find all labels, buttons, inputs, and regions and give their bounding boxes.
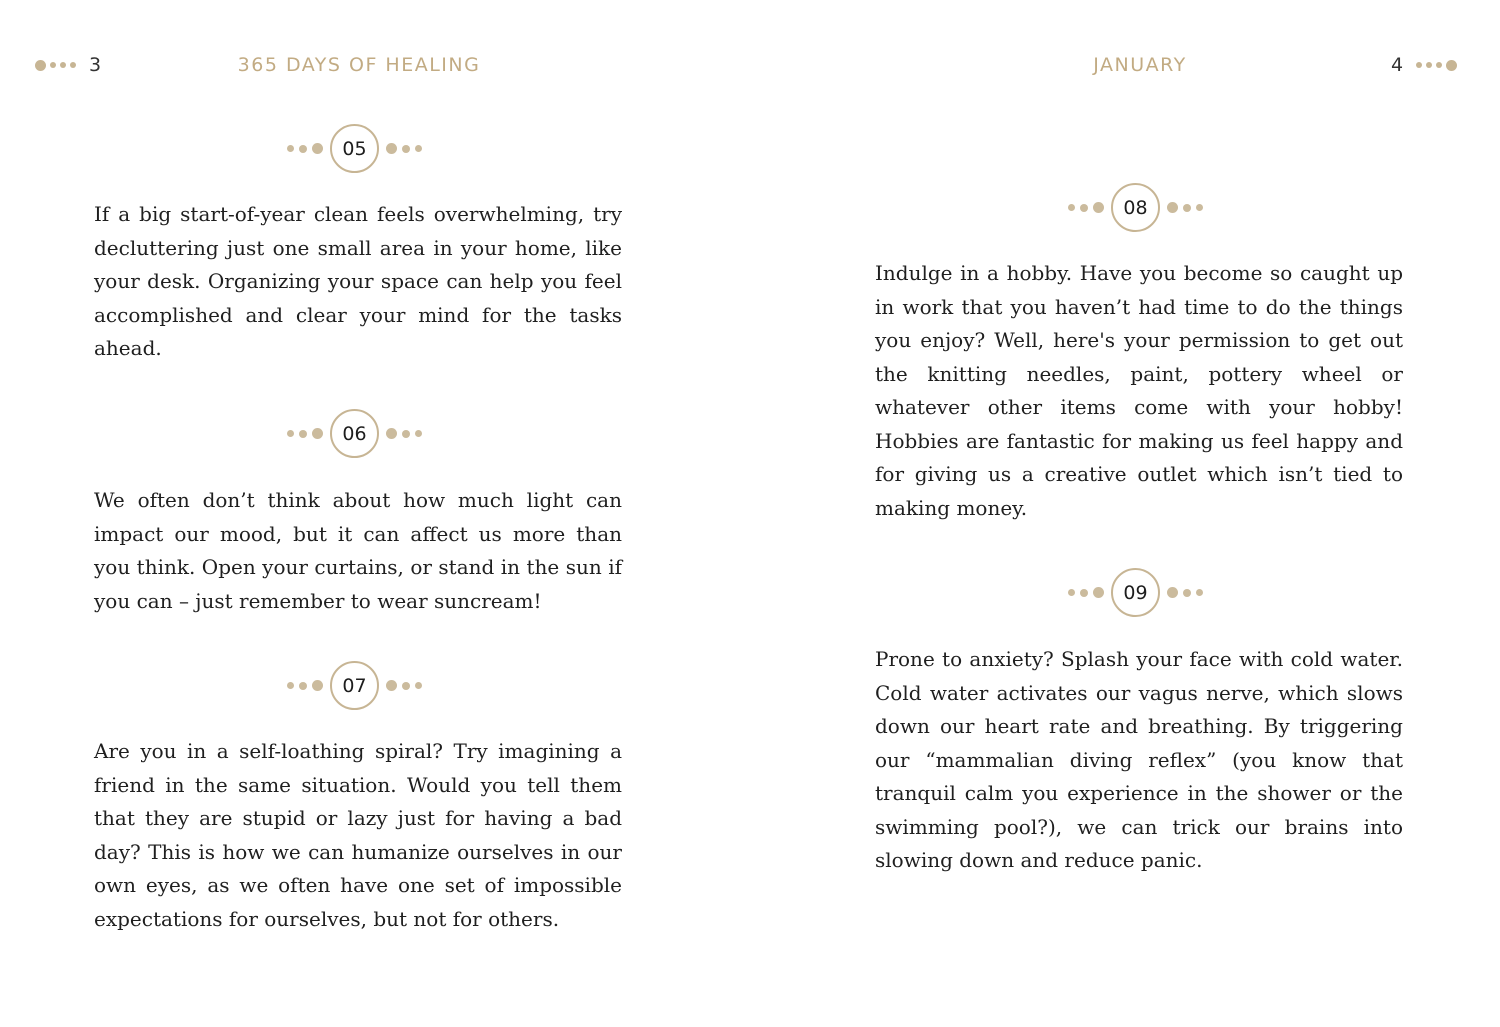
page-number: 3: [89, 54, 102, 76]
right-header: [1391, 52, 1457, 78]
entry-number: 07: [330, 661, 379, 710]
entry-number: 09: [1111, 568, 1160, 617]
entry-text: If a big start-of-year clean feels overwhelming, try decluttering just one small area in your home, like your desk. Organizing your space can help you feel accomplished and clear your mind for the tasks ahead.: [94, 202, 622, 360]
right-page: [750, 0, 1500, 1027]
entry-number: 08: [1111, 183, 1160, 232]
entry-number: 05: [330, 124, 379, 173]
entry-marker: [1068, 568, 1203, 617]
page-number: 4: [1391, 54, 1404, 76]
entry-text: Prone to anxiety? Splash your face with cold water. Cold water activates our vagus nerve, which slows down our heart rate and breathing. By triggering our “mammalian diving reflex” (you know that tranquil calm you experience in the shower or the swimming pool?), we can trick our brains into slowing down and reduce panic.: [875, 647, 1403, 872]
header-dots-decoration: [35, 60, 76, 71]
entry-marker: [1068, 183, 1203, 232]
entry-marker: [287, 661, 422, 710]
entry-marker: [287, 124, 422, 173]
left-header: [35, 52, 101, 78]
running-title-month: JANUARY: [1093, 54, 1187, 76]
entry-text: Indulge in a hobby. Have you become so caught up in work that you haven’t had time to do the things you enjoy? Well, here's your permission to get out the knitting needles, paint, pottery wheel or whatever other items come with your hobby! Hobbies are fantastic for making us feel happy and for giving us a creative outlet which isn’t tied to making money.: [875, 261, 1403, 520]
entry-text: Are you in a self-loathing spiral? Try imagining a friend in the same situation. Would you tell them that they are stupid or lazy just for having a bad day? This is how we can humanize ourselves in our own eyes, as we often have one set of impossible expectations for ourselves, but not for others.: [94, 739, 622, 931]
running-title-book: 365 DAYS OF HEALING: [237, 54, 481, 76]
entry-text: We often don’t think about how much light can impact our mood, but it can affect us more than you think. Open your curtains, or stand in the sun if you can – just remember to wear suncream!: [94, 488, 622, 613]
entry-marker: [287, 409, 422, 458]
entry-number: 06: [330, 409, 379, 458]
header-dots-decoration: [1416, 60, 1457, 71]
